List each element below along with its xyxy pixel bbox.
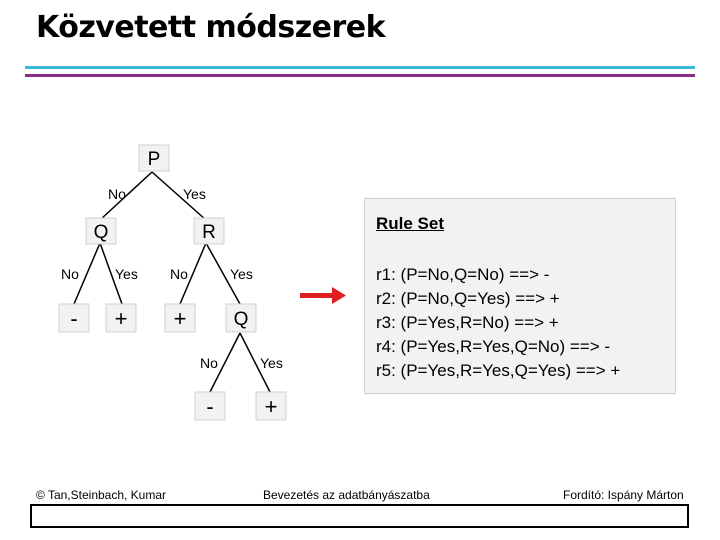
arrow-icon: [300, 287, 346, 304]
edge-label-yes: Yes: [115, 266, 138, 282]
rule-item: r4: (P=Yes,R=Yes,Q=No) ==> -: [376, 337, 611, 356]
edge-label-yes: Yes: [230, 266, 253, 282]
rule-set-title: Rule Set: [376, 214, 445, 233]
leaf-label: +: [114, 306, 128, 331]
decision-tree: [0, 0, 360, 430]
tree-leaf-5: [256, 392, 286, 420]
tree-leaf-3: [165, 304, 195, 332]
tree-leaf-4: [195, 392, 225, 420]
tree-node-label: Q: [233, 309, 249, 330]
leaf-label: -: [206, 394, 214, 419]
footer-course-title: Bevezetés az adatbányászatba: [263, 488, 430, 502]
leaf-label: +: [173, 306, 187, 331]
tree-node-q: [86, 218, 116, 244]
tree-leaf-1: [59, 304, 89, 332]
rule-item: r3: (P=Yes,R=No) ==> +: [376, 313, 559, 332]
tree-node-label: P: [147, 149, 161, 170]
footer-copyright: © Tan,Steinbach, Kumar: [36, 488, 167, 502]
edge-label-no: No: [200, 355, 218, 371]
edge-label-yes: Yes: [183, 186, 206, 202]
rule-item: r5: (P=Yes,R=Yes,Q=Yes) ==> +: [376, 361, 621, 380]
page-title: Közvetett módszerek: [36, 10, 386, 45]
rule-set-box: [364, 198, 676, 394]
rule-item: r1: (P=No,Q=No) ==> -: [376, 265, 550, 284]
tree-node-q2: [226, 304, 256, 332]
tree-leaf-2: [106, 304, 136, 332]
tree-node-p: [139, 145, 169, 171]
edge-label-no: No: [170, 266, 188, 282]
leaf-label: +: [264, 394, 278, 419]
tree-node-label: R: [202, 222, 216, 243]
edge-label-no: No: [61, 266, 79, 282]
edge-label-no: No: [108, 186, 126, 202]
rule-item: r2: (P=No,Q=Yes) ==> +: [376, 289, 560, 308]
leaf-label: -: [70, 306, 78, 331]
edge-label-yes: Yes: [260, 355, 283, 371]
footer-translator: Fordító: Ispány Márton: [563, 488, 684, 502]
tree-node-label: Q: [93, 222, 109, 243]
footer-bar: [30, 504, 689, 528]
tree-node-r: [194, 218, 224, 244]
